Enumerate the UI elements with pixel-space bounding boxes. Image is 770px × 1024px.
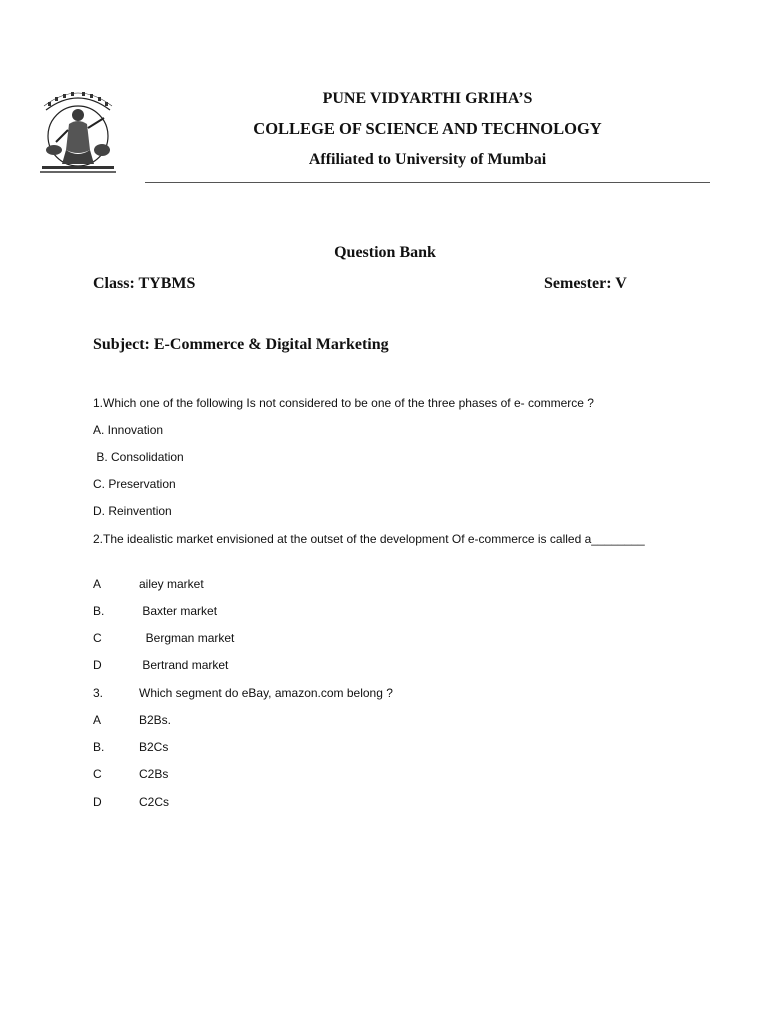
college-name-line-1: PUNE VIDYARTHI GRIHA’S — [322, 90, 533, 107]
question-1-option-a: A. Innovation — [93, 423, 164, 437]
college-emblem-icon — [38, 88, 118, 176]
option-key: A — [93, 577, 102, 591]
class-label: Class: TYBMS — [93, 275, 196, 292]
question-2-option-a — [93, 576, 204, 592]
question-number: 3. — [93, 686, 104, 700]
question-text: Which segment do eBay, amazon.com belong ? — [139, 686, 393, 700]
question-2-option-d — [93, 657, 228, 673]
option-key: B. — [93, 740, 105, 754]
question-2-option-c — [93, 630, 234, 646]
question-3-option-d — [93, 794, 169, 810]
option-key: A — [93, 713, 102, 727]
question-1-option-c: C. Preservation — [93, 477, 176, 491]
question-1-option-b: B. Consolidation — [93, 450, 184, 464]
question-3-option-c — [93, 766, 168, 782]
affiliation-line: Affiliated to University of Mumbai — [308, 151, 547, 168]
question-1-text: 1.Which one of the following Is not considered to be one of the three phases of e- commerce ? — [93, 396, 594, 410]
option-text: Bergman market — [139, 631, 235, 645]
semester-label: Semester: V — [544, 275, 627, 292]
option-key: D — [93, 795, 102, 809]
option-text: Baxter market — [139, 604, 218, 618]
option-text: ailey market — [139, 577, 204, 591]
question-3-option-b — [93, 739, 168, 755]
option-text: Bertrand market — [139, 658, 229, 672]
college-name-line-2: COLLEGE OF SCIENCE AND TECHNOLOGY — [253, 119, 602, 138]
option-key: D — [93, 658, 102, 672]
question-2-text: 2.The idealistic market envisioned at the outset of the development Of e-commerce is called a________ — [93, 532, 645, 546]
option-text: C2Cs — [139, 795, 170, 809]
question-3-option-a — [93, 712, 171, 728]
option-key: B. — [93, 604, 105, 618]
subject-label: Subject: E-Commerce & Digital Marketing — [93, 336, 389, 353]
option-text: B2Cs — [139, 740, 169, 754]
option-key: C — [93, 631, 102, 645]
header-divider — [145, 182, 710, 183]
question-2-option-b — [93, 603, 217, 619]
document-title: Question Bank — [334, 244, 436, 261]
question-1-option-d: D. Reinvention — [93, 504, 172, 518]
option-text: C2Bs — [139, 767, 169, 781]
question-3-text — [93, 685, 393, 701]
option-key: C — [93, 767, 102, 781]
option-text: B2Bs. — [139, 713, 172, 727]
